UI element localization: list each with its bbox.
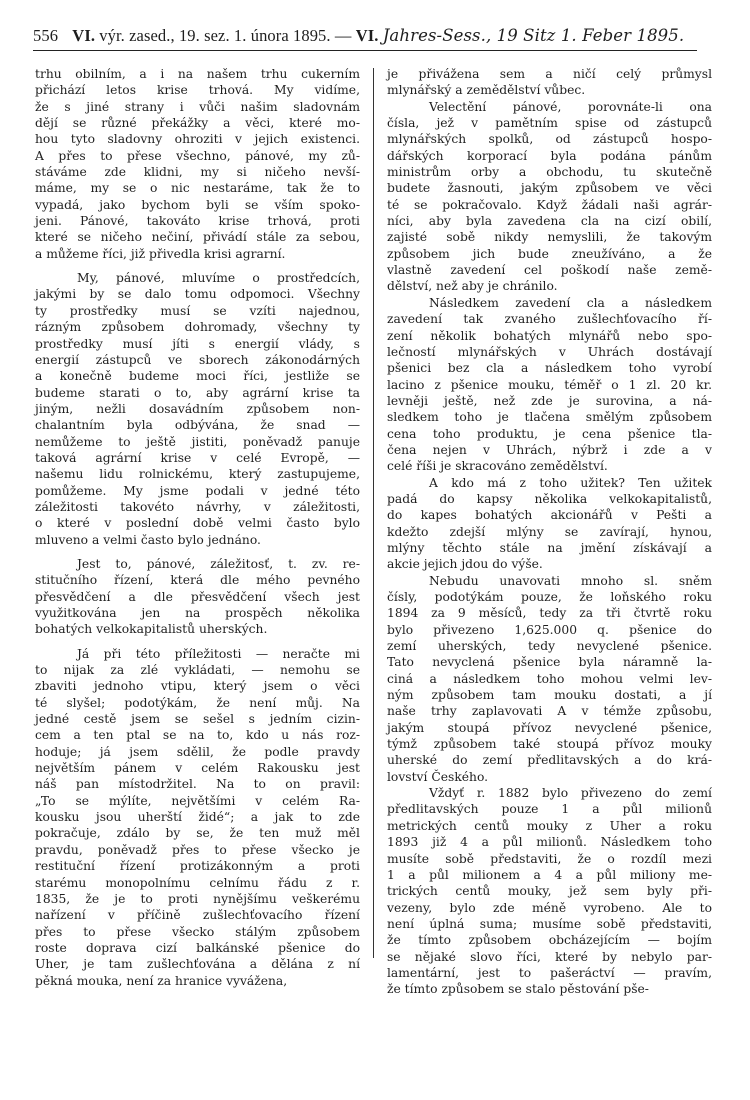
text-line: uherské do zemí předlitavských a do krá-: [387, 753, 712, 768]
text-line: pravdu, poněvadž přes to přese všecko je: [35, 842, 360, 857]
text-line: ciná a následkem toho mohou velmi lev-: [387, 671, 712, 686]
text-line: energií zástupců ve sborech zákonodárných: [35, 352, 360, 367]
text-line: A přes to přese všechno, pánové, my zů-: [35, 148, 360, 163]
text-line: vezeny, bylo zde méně vyrobeno. Ale to: [387, 900, 712, 915]
text-line: pšenici bez cla a následkem toho vyrobí: [387, 361, 712, 376]
text-line: 1835, že je to proti nynějšímu veškerému: [35, 891, 360, 906]
text-line: čena nejen v Uhrách, nýbrž i zde a v: [387, 442, 712, 457]
text-line: padá do kapsy několika velkokapitalistů,: [387, 491, 712, 506]
text-line: náš pan místodržitel. Na to on pravil:: [35, 777, 360, 792]
text-line: té se pokračovalo. Když žádali naši agrár-: [387, 197, 712, 212]
paragraph: [35, 270, 360, 548]
text-line: mluveno a velmi často bylo jednáno.: [35, 532, 261, 547]
text-line: jakými by se dalo tomu odpomoci. Všechny: [35, 287, 360, 302]
text-line: budete žasnouti, jakým způsobem ve věci: [387, 181, 712, 196]
paragraph: [387, 99, 712, 295]
text-line: lovství Českého.: [387, 769, 489, 784]
text-line: ministrům orby a obchodu, tu skutečně: [387, 165, 712, 180]
german-session-info: Jahres-Sess., 19 Sitz 1. Feber 1895.: [382, 26, 685, 45]
text-line: kousku jsou uherští židé“; a jak to zde: [35, 810, 360, 825]
page-number: 556: [33, 26, 59, 45]
text-line: mlýny těchto stále na jmění získávají a: [387, 540, 712, 555]
text-line: naše trhy zaplavovati A v témže způsobu,: [387, 704, 712, 719]
text-line: způsobem jich bude zneužíváno, a že: [387, 246, 712, 261]
text-line: 1894 za 9 měsíců, tedy za tři čtvrtě roku: [387, 606, 712, 621]
paragraph: [35, 556, 360, 638]
text-line: akcie jejich jdou do výše.: [387, 557, 543, 572]
text-line: Tato nevyclená pšenice byla náramně la-: [387, 655, 712, 670]
text-line: zavedení tak zvaného zušlechťovacího ří-: [387, 312, 712, 327]
text-line: zbaviti jednoho vtipu, který jsem o věci: [35, 679, 360, 694]
text-line: a konečně budeme moci říci, jestliže se: [35, 369, 360, 384]
text-line: mlynářských spolků, od zástupců hospo-: [387, 132, 712, 147]
text-line: trhu obilním, a i na našem trhu cukerním: [35, 67, 360, 81]
text-line: přichází letos krise trhová. My vidíme,: [35, 83, 360, 98]
text-line: starému monopolnímu celnímu řádu z r.: [35, 875, 360, 890]
text-line: přesvědčení a dle přesvědčení všech jest: [35, 589, 360, 604]
text-line: využitkována jen na prospěch několika: [35, 606, 360, 620]
text-line: záležitosti takovéto návrhy, v záležitosti,: [35, 499, 360, 514]
text-line: hou tyto sladovny ohroziti v jejich existenci.: [35, 132, 360, 147]
text-line: Já při této příležitosti — neračte mi: [77, 646, 360, 661]
text-line: níci, aby byla zavedena cla na cizí obilí,: [387, 214, 712, 229]
text-line: cena toho produktu, je cena pšenice tla-: [387, 426, 712, 441]
text-line: Nebudu unavovati mnoho sl. sněm: [429, 573, 712, 588]
paragraph-gap: [35, 548, 360, 556]
czech-session-number: VI.: [72, 26, 96, 45]
text-line: pěkná mouka, není za hranice vyvážena,: [35, 973, 288, 988]
text-line: taková agrární krise v celé Evropě, —: [35, 450, 360, 465]
text-line: které se ničeho nečiní, přivádí stále za sebou,: [35, 230, 360, 245]
text-line: týmž způsobem také stoupá přívoz mouky: [387, 737, 712, 752]
text-line: do kapes bohatých akcionářů v Pešti a: [387, 508, 712, 523]
text-line: našemu lidu rolnickému, který zastupujeme,: [35, 467, 360, 482]
czech-session-info: výr. zased., 19. sez. 1. února 1895.: [99, 26, 331, 45]
paragraph: [387, 66, 712, 99]
text-line: A kdo má z toho užitek? Ten užitek: [429, 475, 712, 490]
text-line: čísla, jež v pamětním spise od zástupců: [387, 116, 712, 131]
left-column: [35, 66, 360, 989]
text-line: lacino z pšenice mouku, téměř o 1 zl. 20 kr.: [387, 377, 712, 392]
text-line: je přivážena sem a ničí celý průmysl: [387, 67, 712, 81]
text-line: jiným, nežli dosavádním způsobem non-: [35, 401, 360, 416]
text-line: ty prostředky musí se vzíti najednou,: [35, 303, 360, 318]
text-line: se nějaké slovo říci, které by nebylo par-: [387, 949, 712, 964]
text-line: vlastně zavedení cel poškodí naše země-: [387, 263, 712, 278]
text-line: ným způsobem tam mouku dostati, a jí: [387, 688, 712, 703]
paragraph: [387, 475, 712, 573]
text-line: bohatých velkokapitalistů uherských.: [35, 622, 268, 637]
text-line: a můžeme říci, již přivedla krisi agrarní.: [35, 246, 286, 261]
text-line: dějí se různé překážky a věci, které mo-: [35, 116, 360, 131]
text-line: sledkem toho je tlačena smělým způsobem: [387, 410, 712, 425]
text-line: My, pánové, mluvíme o prostředcích,: [77, 271, 360, 286]
text-line: nařízení v příčině zušlechťovacího řízení: [35, 908, 360, 923]
text-line: dělství, než aby je chránilo.: [387, 279, 558, 294]
text-line: dářských korporací byla podána pánům: [387, 148, 712, 163]
text-line: předlitavských pouze 1 a půl milionů: [387, 802, 712, 817]
text-line: „To se mýlíte, největšími v celém Ra-: [35, 793, 360, 808]
text-line: cem a ten ptal se na to, kdo u nás roz-: [35, 728, 360, 743]
text-line: vypadá, jako bychom byli se vším spoko-: [35, 197, 360, 212]
text-line: pokračuje, zdálo by se, že ten muž měl: [35, 826, 360, 841]
text-line: 1893 již 4 a půl milionů. Následkem toho: [387, 835, 712, 850]
text-line: Vždyť r. 1882 bylo přivezeno do zemí: [429, 786, 712, 801]
paragraph-gap: [35, 262, 360, 270]
paragraph-gap: [35, 638, 360, 646]
text-line: mlynářský a zemědělství vůbec.: [387, 83, 586, 98]
text-line: musíte sobě představiti, že o rozdíl mezi: [387, 851, 712, 866]
text-line: čísly, podotýkám pouze, že loňského roku: [387, 590, 712, 604]
text-line: že s jiné strany i vůči našim sladovnám: [35, 99, 360, 114]
text-line: chalantním byla odbývána, že snad —: [35, 418, 360, 433]
text-line: rázným způsobem dohromady, všechny ty: [35, 320, 360, 335]
text-line: máme, my se o nic nestaráme, tak že to: [35, 181, 360, 196]
paragraph: [387, 295, 712, 475]
paragraph: [387, 785, 712, 997]
right-column: [387, 66, 712, 998]
text-line: to nijak za zlé vykládati, — nemohu se: [35, 663, 360, 678]
paragraph: [387, 573, 712, 785]
text-line: prostředky musí jíti s energií vlády, s: [35, 336, 360, 351]
text-line: nemůžeme to ještě jistiti, poněvadž panuje: [35, 434, 360, 449]
text-line: restituční řízení protizákonným a proti: [35, 859, 360, 874]
text-line: není úplná suma; musíme sobě představiti,: [387, 916, 712, 931]
text-line: jeni. Pánové, takováto krise trhová, proti: [35, 214, 360, 229]
running-header: [33, 26, 697, 46]
text-line: celé říši je skracováno zemědělství.: [387, 459, 608, 474]
text-line: roste doprava cizí balkánské pšenice do: [35, 940, 360, 955]
column-divider: [373, 68, 374, 958]
text-line: metrických centů mouky z Uher a roku: [387, 818, 712, 833]
text-line: stitučního řízení, která dle mého pevného: [35, 573, 360, 588]
text-line: Uher, je tam zušlechťována a dělána z ní: [35, 957, 360, 972]
text-line: budeme starati o to, aby agrární krise ta: [35, 385, 360, 400]
text-line: pomůžeme. My jsme podali v jedné této: [35, 483, 360, 498]
text-line: 1 a půl milionem a 4 a půl miliony me-: [387, 867, 712, 882]
header-rule: [33, 50, 697, 51]
text-line: zení několik bohatých mlynářů nebo spo-: [387, 328, 712, 343]
text-line: Následkem zavedení cla a následkem: [429, 295, 712, 310]
text-line: přes to přese všecko stálým způsobem: [35, 924, 360, 939]
text-line: o které v poslední době velmi často bylo: [35, 516, 360, 531]
text-line: hoduje; já jsem sdělil, že podle pravdy: [35, 744, 360, 759]
text-line: lečností mlynářských v Uhrách dostávají: [387, 344, 712, 359]
text-line: levněji ještě, než zde je surovina, a ná-: [387, 393, 712, 408]
text-line: jakým stoupá přívoz nevyclené pšenice,: [387, 720, 712, 735]
text-line: trických centů mouky, jež sem byly při-: [387, 884, 712, 899]
paragraph: [35, 66, 360, 262]
text-line: že tímto způsobem se stalo pěstování pše-: [387, 982, 649, 997]
text-line: zajisté sobě nikdy nemyslili, že takovým: [387, 230, 712, 245]
text-line: Velectění pánové, porovnáte-li ona: [429, 99, 712, 114]
text-line: stáváme zde klidni, my si ničeho nevší-: [35, 165, 360, 180]
paragraph: [35, 646, 360, 989]
text-line: bylo přivezeno 1,625.000 q. pšenice do: [387, 622, 712, 637]
header-dash: —: [334, 26, 352, 45]
text-line: zemí uherských, tedy nevyclené pšenice.: [387, 639, 712, 654]
text-line: lamentární, jest to pašeráctví — pravím,: [387, 965, 712, 980]
text-line: kdežto zdejší mlýny se zavírají, hynou,: [387, 524, 712, 539]
text-line: té slyšel; podotýkám, že není můj. Na: [35, 695, 360, 710]
text-line: jedné cestě jsem se sešel s jedním cizin-: [35, 712, 360, 727]
german-session-number: VI.: [355, 26, 379, 45]
text-line: Jest to, pánové, záležitosť, t. zv. re-: [77, 556, 360, 571]
text-line: největším pánem v celém Rakousku jest: [35, 761, 360, 776]
text-line: že tímto způsobem obcházejícím — bojím: [387, 933, 712, 948]
